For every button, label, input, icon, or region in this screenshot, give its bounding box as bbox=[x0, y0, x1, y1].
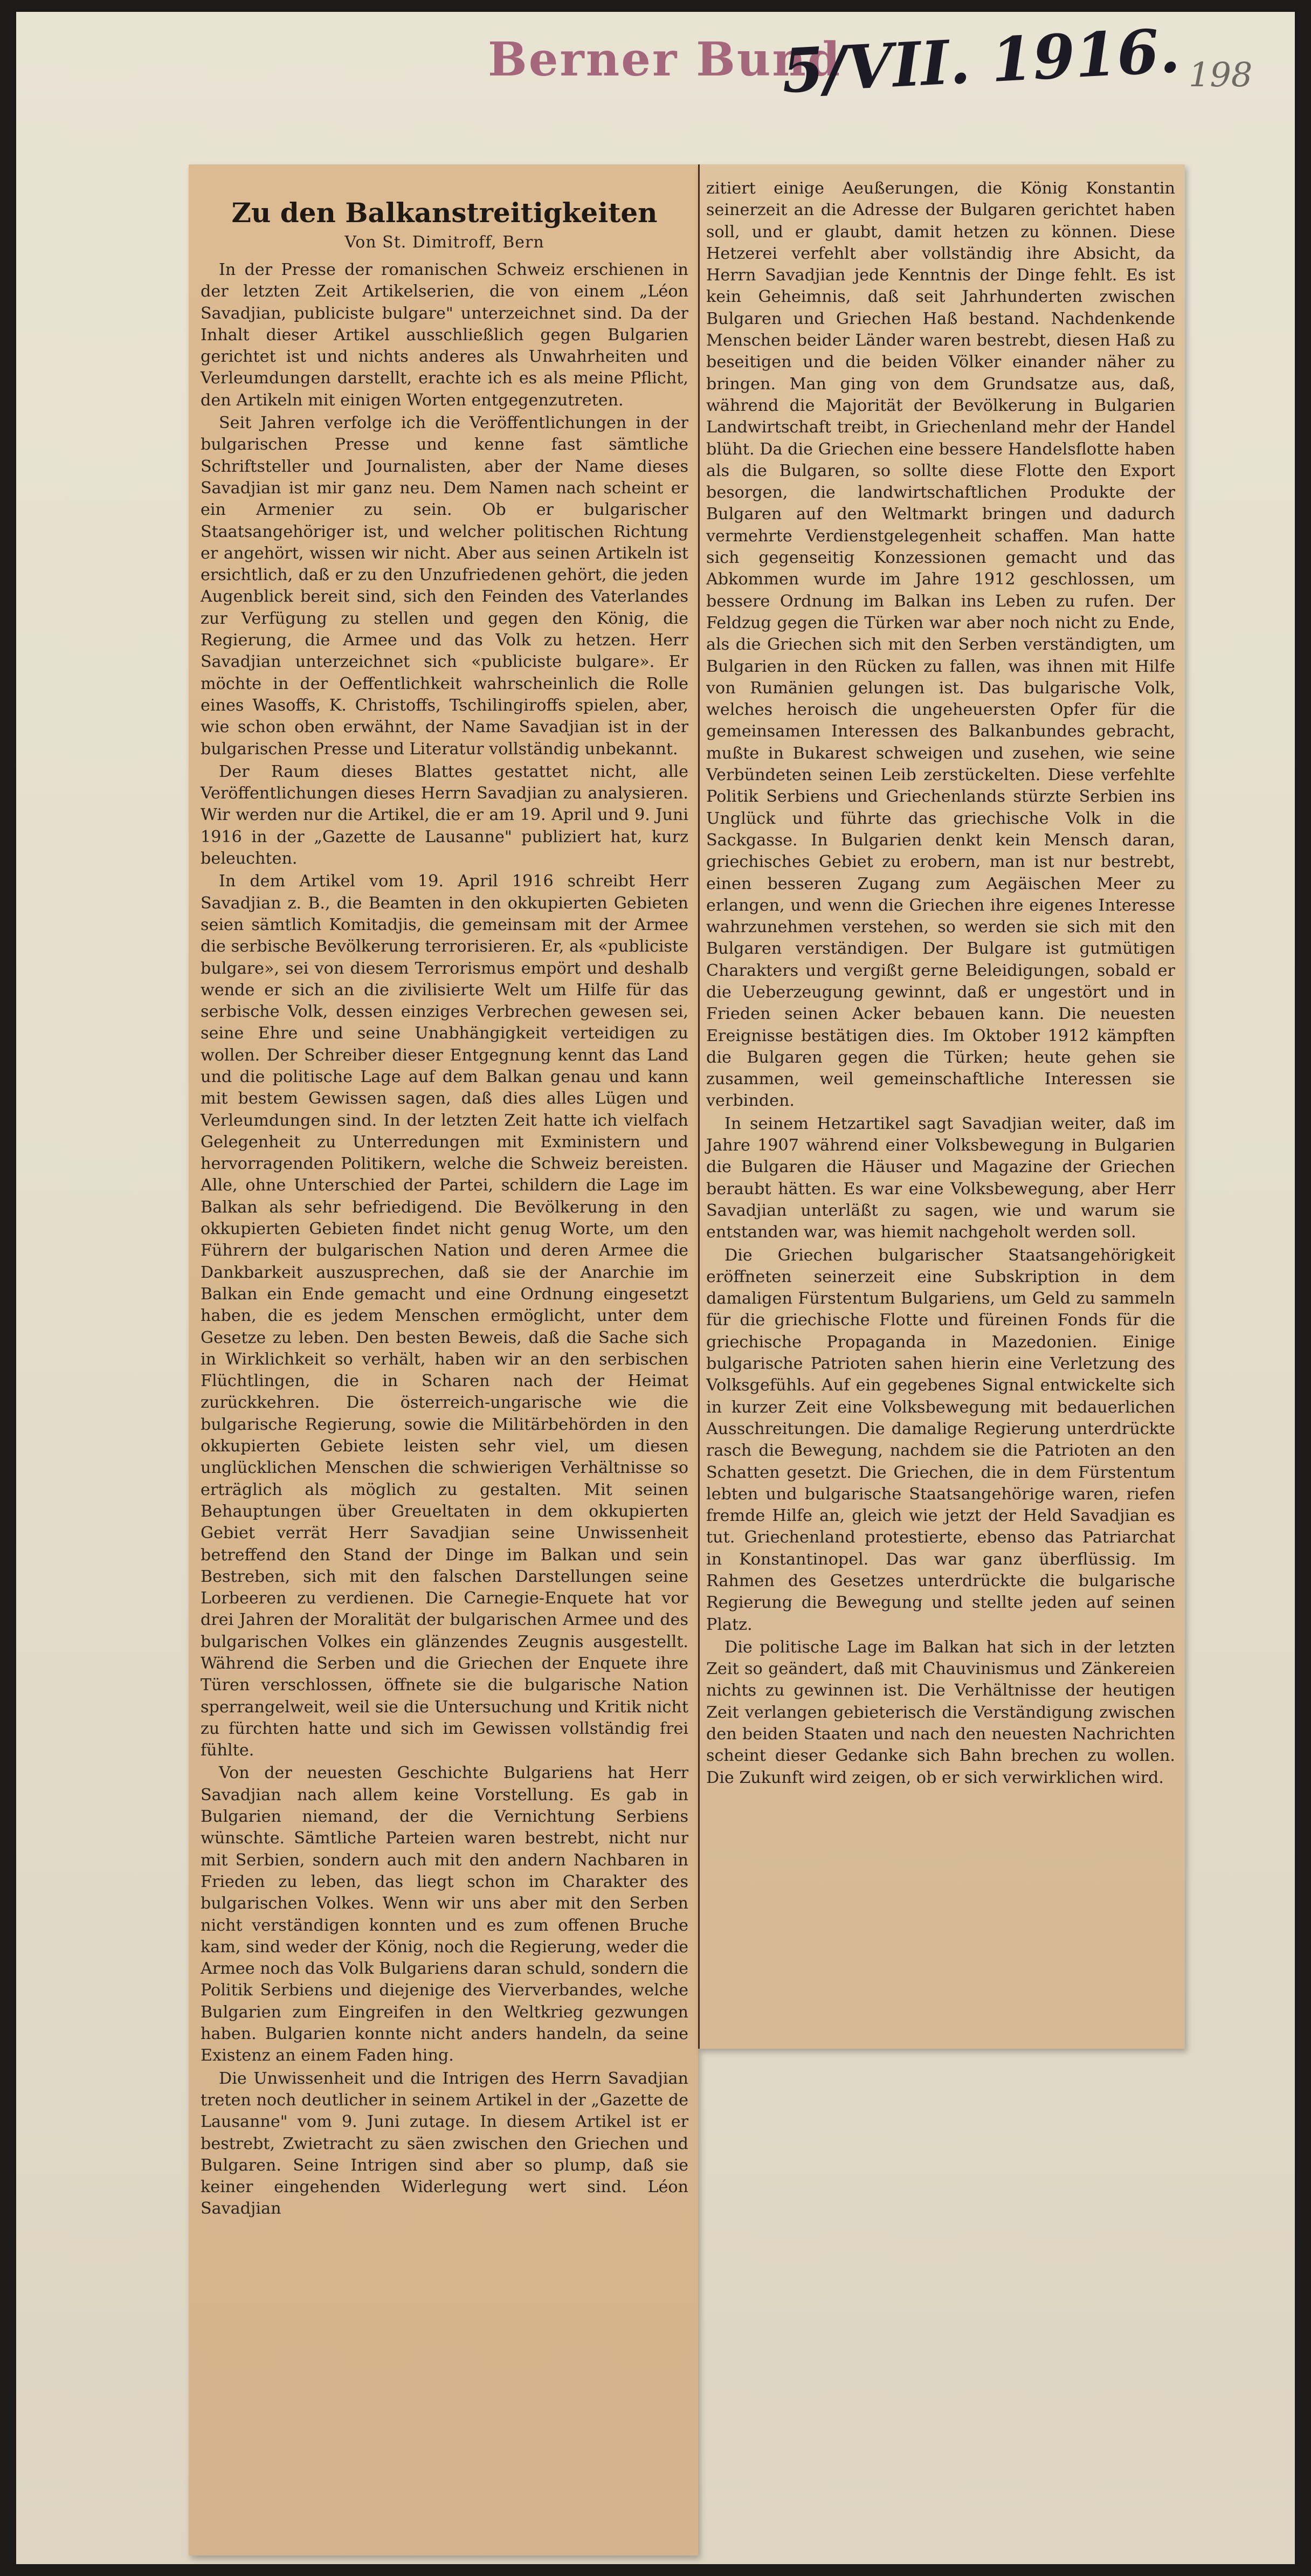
article-byline: Von St. Dimitroff, Bern bbox=[344, 233, 544, 252]
paragraph: Seit Jahren verfolge ich die Veröffentlichungen in der bulgarischen Presse und kenne fast sämtliche Schriftsteller und Journalisten, aber der Name dieses Savadjian ist mir ganz neu. Dem Namen nach scheint er ein Armenier zu sein. Ob er bulgarischer Staatsangehöriger ist, und welcher politischen Richtung er angehört, wissen wir nicht. Aber aus seinen Artikeln ist ersichtlich, daß er zu den Unzufriedenen gehört, die jeden Augenblick bereit sind, sich den Feinden des Vaterlandes zur Verfügung zu stellen und gegen den König, die Regierung, die Armee und das Volk zu hetzen. Herr Savadjian unterzeichnet sich «publiciste bulgare». Er möchte in der Oeffentlichkeit wahrscheinlich die Rolle eines Wasoffs, K. Christoffs, Tschilingiroffs spielen, aber, wie schon oben erwähnt, der Name Savadjian ist in der bulgarischen Presse und Literatur vollständig unbekannt. bbox=[201, 414, 688, 759]
article-right-column bbox=[706, 178, 1175, 1789]
paragraph: Der Raum dieses Blattes gestattet nicht, alle Veröffentlichungen dieses Herrn Savadjian zu analysieren. Wir werden nur die Artikel, die er am 19. April und 9. Juni 1916 in der „Gazette de Lausanne" publiziert hat, kurz beleuchten. bbox=[201, 762, 688, 869]
newspaper-stamp: Berner Bund bbox=[488, 32, 842, 87]
paragraph: Die politische Lage im Balkan hat sich in der letzten Zeit so geändert, daß mit Chauvinismus und Zänkereien nichts zu gewinnen ist. Die Verhältnisse der heutigen Zeit verlangen gebieterisch die Verständigung zwischen den beiden Staaten und nach den neuesten Nachrichten scheint dieser Gedanke sich Bahn brechen zu wollen. Die Zukunft wird zeigen, ob er sich verwirklichen wird. bbox=[706, 1637, 1175, 1787]
paragraph: Von der neuesten Geschichte Bulgariens hat Herr Savadjian nach allem keine Vorstellung. Es gab in Bulgarien niemand, der die Vernichtung Serbiens wünschte. Sämtliche Parteien waren bestrebt, nicht nur mit Serbien, sondern auch mit den andern Nachbaren in Frieden zu leben, das liegt schon im Charakter des bulgarischen Volkes. Wenn wir uns aber mit den Serben nicht verständigen konnten und es zum offenen Bruche kam, sind weder der König, noch die Regierung, weder die Armee noch das Volk Bulgariens daran schuld, sondern die Politik Serbiens und diejenige des Vierverbandes, welche Bulgarien zum Eingreifen in den Weltkrieg gezwungen haben. Bulgarien konnte nicht anders handeln, da seine Existenz an einem Faden hing. bbox=[201, 1764, 688, 2065]
paragraph: Die Unwissenheit und die Intrigen des Herrn Savadjian treten noch deutlicher in seinem Artikel in der „Gazette de Lausanne" vom 9. Juni zutage. In diesem Artikel ist er bestrebt, Zwietracht zu säen zwischen den Griechen und Bulgaren. Seine Intrigen sind aber so plump, daß sie keiner eingehenden Widerlegung wert sind. Léon Savadjian bbox=[201, 2069, 688, 2219]
article-title: Zu den Balkanstreitigkeiten bbox=[231, 197, 658, 229]
article-left-column bbox=[201, 181, 688, 2220]
paragraph: In seinem Hetzartikel sagt Savadjian weiter, daß im Jahre 1907 während einer Volksbewegung in Bulgarien die Bulgaren die Häuser und Magazine der Griechen beraubt hätten. Es war eine Volksbewegung, aber Herr Savadjian unterläßt zu sagen, wie und warum sie entstanden war, was hiemit nachgeholt werden soll. bbox=[706, 1114, 1175, 1242]
paragraph: In der Presse der romanischen Schweiz erschienen in der letzten Zeit Artikelserien, die von einem „Léon Savadjian, publiciste bulgare" unterzeichnet sind. Da der Inhalt dieser Artikel ausschließlich gegen Bulgarien gerichtet ist und nichts anderes als Unwahrheiten und Verleumdungen darstellt, erachte ich es als meine Pflicht, den Artikeln mit einigen Worten entgegenzutreten. bbox=[201, 260, 688, 410]
page-number: 198 bbox=[1189, 55, 1253, 94]
handwritten-date: 5/VII. 1916. bbox=[780, 15, 1182, 107]
paragraph: In dem Artikel vom 19. April 1916 schreibt Herr Savadjian z. B., die Beamten in den okkupierten Gebieten seien sämtlich Komitadjis, die gemeinsam mit der Armee die serbische Bevölkerung terrorisieren. Er, als «publiciste bulgare», sei von diesem Terrorismus empört und deshalb wende er sich an die zivilisierte Welt um Hilfe für das serbische Volk, dessen einziges Verbrechen gewesen sei, seine Ehre und seine Unabhängigkeit verteidigen zu wollen. Der Schreiber dieser Entgegnung kennt das Land und die politische Lage auf dem Balkan genau und kann mit bestem Gewissen sagen, daß dies alles Lügen und Verleumdungen sind. In der letzten Zeit hatte ich vielfach Gelegenheit zu Unterredungen mit Exministern und hervorragenden Politikern, welche die Schweiz bereisten. Alle, ohne Unterschied der Partei, schildern die Lage im Balkan als sehr befriedigend. Die Bevölkerung in den okkupierten Gebieten findet nicht genug Worte, um den Führern der bulgarischen Nation und deren Armee die Dankbarkeit auszusprechen, daß sie der Anarchie im Balkan ein Ende gemacht und eine Ordnung eingesetzt haben, die es jedem Menschen ermöglicht, unter dem Gesetze zu leben. Den besten Beweis, daß die Sache sich in Wirklichkeit so verhält, haben wir an den serbischen Flüchtlingen, die in Scharen nach der Heimat zurückkehren. Die österreich-ungarische wie die bulgarische Regierung, sowie die Militärbehörden in den okkupierten Gebiete leisten sehr viel, um diesen unglücklichen Menschen die schwierigen Verhältnisse so erträglich als möglich zu gestalten. Mit seinen Behauptungen über Greueltaten in dem okkupierten Gebiet verrät Herr Savadjian seine Unwissenheit betreffend den Stand der Dinge im Balkan und sein Bestreben, sich mit den falschen Darstellungen seine Lorbeeren zu verdienen. Die Carnegie-Enquete hat vor drei Jahren der Moralität der bulgarischen Armee und des bulgarischen Volkes ein glänzendes Zeugnis ausgestellt. Während die Serben und die Griechen der Enquete ihre Türen verschlossen, öffnete sie die bulgarische Nation sperrangelweit, weil sie die Untersuchung und Kritik nicht zu fürchten hatte und sich im Gewissen vollständig frei fühlte. bbox=[201, 872, 688, 1760]
paragraph: Die Griechen bulgarischer Staatsangehörigkeit eröffneten seinerzeit eine Subskription in dem damaligen Fürstentum Bulgariens, um Geld zu sammeln für die griechische Flotte und füreinen Fonds für die griechische Propaganda in Mazedonien. Einige bulgarische Patrioten sahen hierin eine Verletzung des Volksgefühls. Auf ein gegebenes Signal entwickelte sich in kurzer Zeit eine Volksbewegung mit bedauerlichen Ausschreitungen. Die damalige Regierung unterdrückte rasch die Bewegung, nachdem sie die Patrioten an den Schatten gesetzt. Die Griechen, die in dem Fürstentum lebten und bulgarische Staatsangehörige waren, riefen fremde Hilfe an, gleich wie jetzt der Held Savadjian es tut. Griechenland protestierte, ebenso das Patriarchat in Konstantinopel. Das war ganz überflüssig. Im Rahmen des Gesetzes unterdrückte die bulgarische Regierung die Bewegung und stellte jeden auf seinen Platz. bbox=[706, 1245, 1175, 1634]
paragraph: zitiert einige Aeußerungen, die König Konstantin seinerzeit an die Adresse der Bulgaren gerichtet haben soll, und er glaubt, damit hetzen zu können. Diese Hetzerei verfehlt aber vollständig ihre Absicht, da Herrn Savadjian jede Kenntnis der Dinge fehlt. Es ist kein Geheimnis, daß seit Jahrhunderten zwischen Bulgaren und Griechen Haß bestand. Nachdenkende Menschen beider Länder waren bestrebt, diesen Haß zu beseitigen und die beiden Völker einander näher zu bringen. Man ging von dem Grundsatze aus, daß, während die Majorität der Bevölkerung in Bulgarien Landwirtschaft treibt, in Griechenland mehr der Handel blüht. Da die Griechen eine bessere Handelsflotte haben als die Bulgaren, so sollte diese Flotte den Export besorgen, die landwirtschaftlichen Produkte der Bulgaren auf den Weltmarkt bringen und dadurch vermehrte Verdienstgelegenheit schaffen. Man hatte sich gegenseitig Konzessionen gemacht und das Abkommen wurde im Jahre 1912 geschlossen, um bessere Ordnung im Balkan ins Leben zu rufen. Der Feldzug gegen die Türken war aber noch nicht zu Ende, als die Griechen sich mit den Serben verständigten, um Bulgarien in den Rücken zu fallen, was ihnen mit Hilfe von Rumänien gelungen ist. Das bulgarische Volk, welches heroisch die ungeheuersten Opfer für die gemeinsamen Interessen des Balkanbundes gebracht, mußte in Bukarest schweigen und zusehen, wie seine Verbündeten seinen Leib zerstückelten. Diese verfehlte Politik Serbiens und Griechenlands stürzte Serbien ins Unglück und führte das griechische Volk in die Sackgasse. In Bulgarien denkt kein Mensch daran, griechisches Gebiet zu erobern, man ist nur bestrebt, einen besseren Zugang zum Aegäischen Meer zu erlangen, und wenn die Griechen ihre eigenes Interesse wahrzunehmen verstehen, so werden sie sich mit den Bulgaren verständigen. Der Bulgare ist gutmütigen Charakters und vergißt gerne Beleidigungen, sobald er die Ueberzeugung gewinnt, daß er ungestört und in Frieden seinen Acker bebauen kann. Die neuesten Ereignisse bestätigen dies. Im Oktober 1912 kämpften die Bulgaren gegen die Türken; heute gehen sie zusammen, weil gemeinschaftliche Interessen sie verbinden. bbox=[706, 179, 1175, 1111]
